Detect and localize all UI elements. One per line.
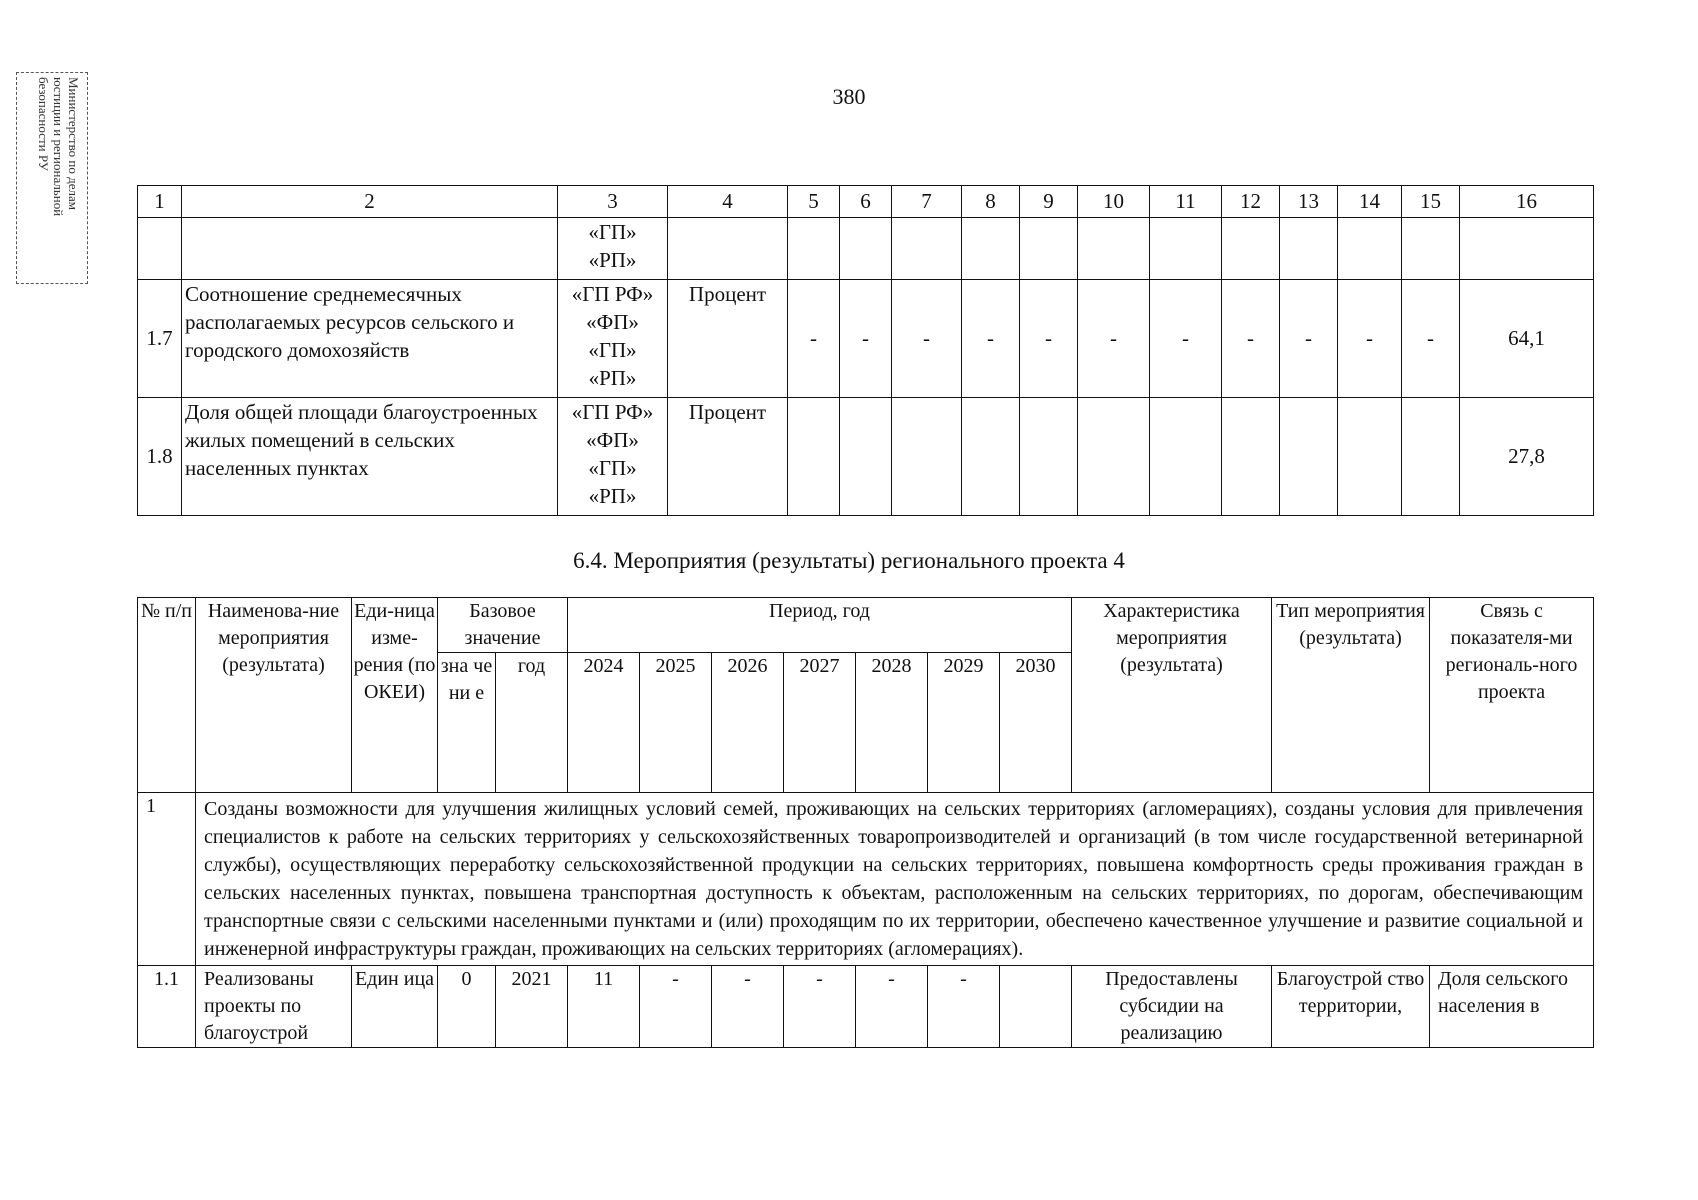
value-cell: - [1078,280,1150,398]
source-label: «ГП» [588,456,637,480]
source-label: «ФП» [586,310,639,334]
target-value: 64,1 [1460,280,1594,398]
indicator-name: Соотношение среднемесячных располагаемых ресурсов сельского и городского домохозяйств [182,280,558,398]
col-header: 7 [892,186,962,218]
unit-cell: Процент [668,280,788,398]
link-cell: Доля сельского населения в [1430,966,1594,1048]
row-number: 1.8 [138,398,182,516]
value-cell: - [1150,280,1222,398]
stamp-line: безопасности РУ [36,77,51,171]
characteristic-cell: Предоставлены субсидии на реализацию [1072,966,1272,1048]
year-value [1000,966,1072,1048]
row-number: 1.7 [138,280,182,398]
value-cell: - [892,280,962,398]
activity-name: Реализованы проекты по благоустрой [196,966,352,1048]
source-label: «РП» [588,484,637,508]
page-number: 380 [832,84,866,109]
year-value: - [784,966,856,1048]
col-header: 16 [1460,186,1594,218]
base-value: 0 [438,966,496,1048]
header-year: 2024 [568,653,640,793]
year-value: - [856,966,928,1048]
header-base: Базовое значение [438,598,568,653]
year-value: - [928,966,1000,1048]
header-characteristic: Характеристика мероприятия (результата) [1072,598,1272,793]
col-header: 13 [1280,186,1338,218]
value-cell: - [1222,280,1280,398]
source-label: «ФП» [586,428,639,452]
year-value: - [640,966,712,1048]
value-cell: - [840,280,892,398]
value-cell: - [1020,280,1078,398]
row-number: 1.1 [138,966,196,1048]
value-cell: - [1338,280,1402,398]
indicators-table-continuation [137,185,1594,516]
header-unit: Еди-ница изме-рения (по ОКЕИ) [352,598,438,793]
value-cell: - [1402,280,1460,398]
unit-cell: Процент [668,398,788,516]
col-header: 12 [1222,186,1280,218]
value-cell: - [1280,280,1338,398]
base-year: 2021 [496,966,568,1048]
type-cell: Благоустрой ство территории, [1272,966,1430,1048]
task-description: Созданы возможности для улучшения жилищных условий семей, проживающих на сельских территориях (агломерациях), созданы условия для привлечения специалистов к работе на сельских территориях у сельскохозяйственных товаропроизводителей и организаций (в том числе государственной ветеринарной службы), осуществляющих переработку сельскохозяйственной продукции на сельских территориях, повышена комфортность среды проживания граждан в сельских населенных пунктах, повышена транспортная доступность к объектам, расположенным на сельских территориях, по дорогам, обеспечивающим транспортные связи с сельскими населенными пунктами и (или) проходящим по их территории, обеспечено качественное улучшение и развитие социальной и инженерной инфраструктуры граждан, проживающих на сельских территориях (агломерациях). [196,793,1594,966]
col-header: 3 [558,186,668,218]
value-cell: - [962,280,1020,398]
source-cell [558,218,668,280]
header-base-year: год [496,653,568,793]
value-cell: - [788,280,840,398]
unit-cell: Един ица [352,966,438,1048]
col-header: 2 [182,186,558,218]
section-title: 6.4. Мероприятия (результаты) регионального проекта 4 [573,548,1125,573]
stamp-line: юстиции и региональной [51,77,66,217]
header-name: Наименова-ние мероприятия (результата) [196,598,352,793]
source-label: «РП» [588,248,637,272]
stamp-line: Министерство по делам [66,77,81,210]
header-year: 2027 [784,653,856,793]
header-link: Связь с показателя-ми региональ-ного проекта [1430,598,1594,793]
col-header: 15 [1402,186,1460,218]
target-value: 27,8 [1460,398,1594,516]
source-cell [558,280,668,398]
col-header: 5 [788,186,840,218]
header-year: 2025 [640,653,712,793]
indicator-name: Доля общей площади благоустроенных жилых помещений в сельских населенных пунктах [182,398,558,516]
header-base-value: зна че ни е [438,653,496,793]
header-type: Тип мероприятия (результата) [1272,598,1430,793]
col-header: 14 [1338,186,1402,218]
col-header: 9 [1020,186,1078,218]
col-header: 8 [962,186,1020,218]
table-header-row [138,186,1594,218]
header-year: 2026 [712,653,784,793]
table-row [138,966,1594,1048]
header-year: 2030 [1000,653,1072,793]
col-header: 10 [1078,186,1150,218]
table-row [138,398,1594,516]
col-header: 4 [668,186,788,218]
header-year: 2029 [928,653,1000,793]
header-period: Период, год [568,598,1072,653]
source-label: «ГП РФ» [571,282,654,306]
source-label: «ГП» [588,338,637,362]
table-row-continued [138,218,1594,280]
header-num: № п/п [138,598,196,793]
year-value: - [712,966,784,1048]
task-number: 1 [138,793,196,966]
col-header: 11 [1150,186,1222,218]
activities-table [137,597,1594,1048]
header-row-1 [138,598,1594,653]
header-year: 2028 [856,653,928,793]
col-header: 1 [138,186,182,218]
table-row [138,280,1594,398]
col-header: 6 [840,186,892,218]
year-value: 11 [568,966,640,1048]
source-cell [558,398,668,516]
source-label: «ГП РФ» [571,400,654,424]
task-row [138,793,1594,966]
source-label: «РП» [588,366,637,390]
source-label: «ГП» [588,220,637,244]
